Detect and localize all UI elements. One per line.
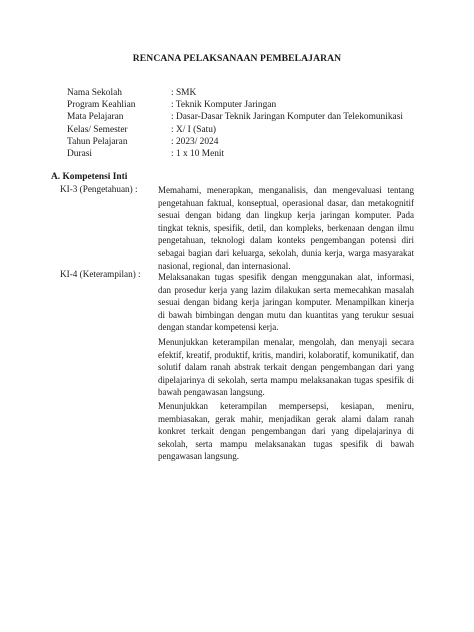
- info-row: [67, 148, 403, 160]
- info-value: : 2023/ 2024: [171, 136, 219, 147]
- info-value: : Dasar-Dasar Teknik Jaringan Komputer dan Telekomunikasi: [171, 112, 403, 123]
- info-label: Tahun Pelajaran: [67, 136, 128, 147]
- info-label: Kelas/ Semester: [67, 124, 128, 135]
- info-value: : Teknik Komputer Jaringan: [171, 100, 277, 111]
- info-value: : 1 x 10 Menit: [171, 148, 225, 159]
- info-value: : X/ I (Satu): [171, 124, 217, 135]
- info-row: [67, 136, 403, 148]
- ki3-label: KI-3 (Pengetahuan) :: [60, 184, 138, 194]
- ki4-paragraph: Menunjukkan keterampilan mempersepsi, kesiapan, meniru, membiasakan, gerak mahir, menjadikan gerak alami dalam ranah konkret terkait dengan pengembangan dari yang dipelajarinya di sekolah, serta mampu melaksanakan tugas spesifik di bawah pengawasan langsung.: [158, 401, 414, 462]
- info-label: Program Keahlian: [67, 100, 136, 111]
- info-label: Durasi: [67, 148, 92, 159]
- info-row: [67, 124, 403, 136]
- info-label: Mata Pelajaran: [67, 112, 124, 123]
- section-heading: A. Kompetensi Inti: [51, 172, 128, 182]
- document-title: RENCANA PELAKSANAAN PEMBELAJARAN: [132, 53, 342, 64]
- ki4-paragraph: Menunjukkan keterampilan menalar, mengolah, dan menyaji secara efektif, kreatif, produktif, kritis, mandiri, kolaboratif, komunikatif, dan solutif dalam ranah abstrak terkait dengan pengembangan dari yang dipelajarinya di sekolah, serta mampu melaksanakan tugas spesifik di bawah pengawasan langsung.: [158, 337, 414, 398]
- info-row: [67, 87, 403, 99]
- ki3-paragraph: Memahami, menerapkan, menganalisis, dan mengevaluasi tentang pengetahuan faktual, konseptual, operasional dasar, dan metakognitif sesuai dengan bidang dan lingkup kerja jaringan komputer. Pada tingkat teknis, spesifik, detil, dan kompleks, berkenaan dengan ilmu pengetahuan, teknologi dalam konteks pengembangan potensi diri sebagai bagian dari keluarga, sekolah, dunia kerja, warga masyarakat nasional, regional, dan internasional.: [158, 185, 414, 271]
- info-label: Nama Sekolah: [67, 88, 122, 98]
- identity-table: [67, 87, 403, 160]
- info-row: [67, 111, 403, 123]
- info-row: [67, 99, 403, 111]
- info-value: : SMK: [171, 88, 197, 98]
- ki4-paragraph: Melaksanakan tugas spesifik dengan menggunakan alat, informasi, dan prosedur kerja yang lazim dilakukan serta memecahkan masalah sesuai dengan bidang kerja jaringan komputer. Menampilkan kinerja di bawah bimbingan dengan mutu dan kuantitas yang terukur sesuai dengan standar kompetensi kerja.: [158, 272, 414, 333]
- ki4-label: KI-4 (Keterampilan) :: [60, 269, 141, 279]
